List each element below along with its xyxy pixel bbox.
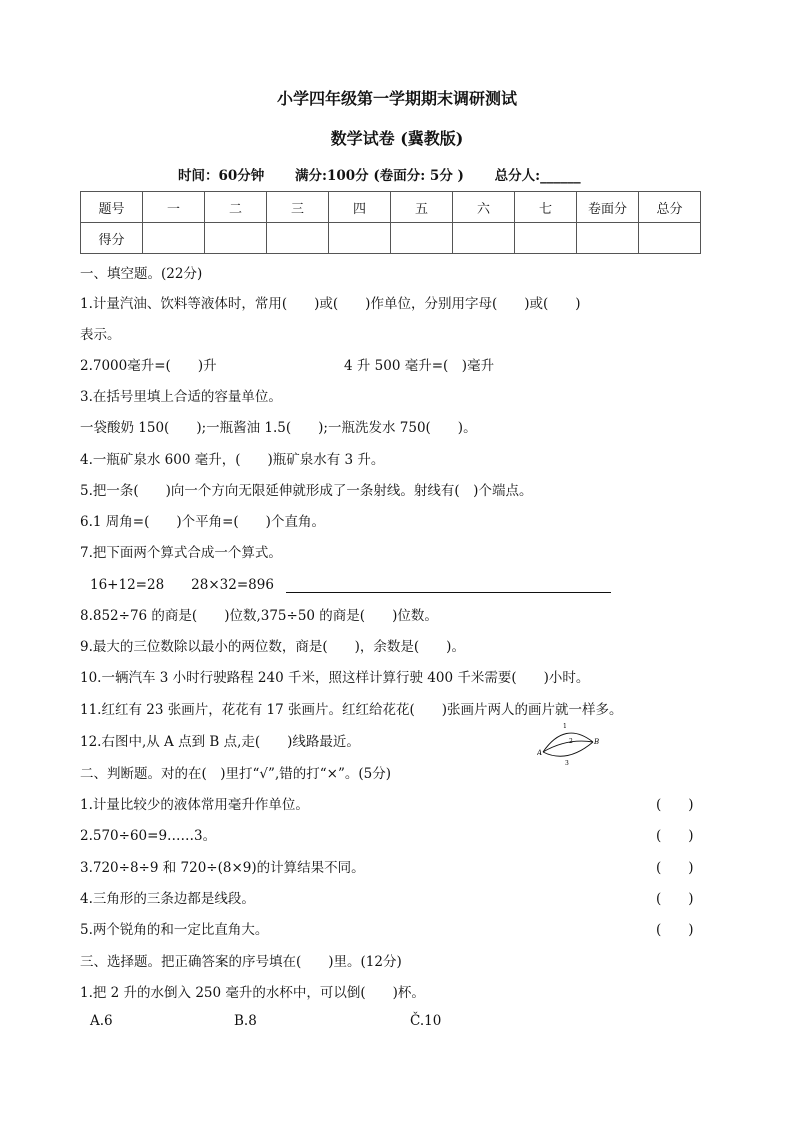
score-cell: 三 (267, 192, 329, 223)
question-2b: 4 升 500 毫升=( )毫升 (344, 358, 495, 374)
score-blank[interactable] (515, 223, 577, 254)
score-cell: 题号 (81, 192, 143, 223)
route-3 (543, 742, 593, 756)
judge-item-2: 2.570÷60=9……3。 (80, 828, 217, 844)
score-cell: 七 (515, 192, 577, 223)
score-blank[interactable] (267, 223, 329, 254)
score-blank[interactable] (577, 223, 639, 254)
question-3-items: 一袋酸奶 150( );一瓶酱油 1.5( );一瓶洗发水 750( )。 (80, 420, 477, 436)
route-diagram (537, 722, 601, 766)
question-4: 4.一瓶矿泉水 600 毫升，( )瓶矿泉水有 3 升。 (80, 452, 385, 468)
score-cell: 卷面分 (577, 192, 639, 223)
judge-item-5: 5.两个锐角的和一定比直角大。 (80, 922, 269, 938)
choice-option-b[interactable]: B.8 (234, 1013, 257, 1029)
judge-bracket-5[interactable]: ( ) (656, 922, 694, 938)
score-blank[interactable] (143, 223, 205, 254)
question-6: 6.1 周角=( )个平角=( )个直角。 (80, 514, 325, 530)
question-1: 1.计量汽油、饮料等液体时，常用( )或( )作单位，分别用字母( )或( ) (80, 296, 581, 312)
route-3-label: 3 (565, 760, 569, 766)
choice-question-1: 1.把 2 升的水倒入 250 毫升的水杯中，可以倒( )杯。 (80, 985, 425, 1001)
score-cell: 六 (453, 192, 515, 223)
question-9: 9.最大的三位数除以最小的两位数，商是( )，余数是( )。 (80, 639, 465, 655)
score-cell: 五 (391, 192, 453, 223)
score-table (80, 191, 701, 254)
exam-full-score: 满分:100分 (卷面分: 5分 ) (295, 168, 464, 184)
route-2-label: 2 (569, 738, 573, 745)
question-12: 12.右图中,从 A 点到 B 点,走( )线路最近。 (80, 734, 360, 750)
choice-option-a[interactable]: A.6 (90, 1013, 113, 1029)
judge-bracket-2[interactable]: ( ) (656, 828, 694, 844)
question-10: 10.一辆汽车 3 小时行驶路程 240 千米，照这样计算行驶 400 千米需要( )小时。 (80, 670, 590, 686)
score-blank[interactable] (205, 223, 267, 254)
point-b-label: B (594, 738, 600, 746)
score-blank[interactable] (391, 223, 453, 254)
judge-item-3: 3.720÷8÷9 和 720÷(8×9)的计算结果不同。 (80, 860, 365, 876)
question-7-formulas: 16+12=28 28×32=896 (90, 577, 274, 593)
question-3: 3.在括号里填上合适的容量单位。 (80, 389, 282, 405)
exam-title: 小学四年级第一学期期末调研测试 (276, 89, 517, 108)
score-cell: 总分 (639, 192, 701, 223)
score-table-score-row (81, 223, 701, 254)
score-blank[interactable] (329, 223, 391, 254)
score-table-header-row (81, 192, 701, 223)
answer-line[interactable] (286, 578, 611, 593)
question-8: 8.852÷76 的商是( )位数,375÷50 的商是( )位数。 (80, 608, 438, 624)
judge-bracket-4[interactable]: ( ) (656, 891, 694, 907)
choice-option-c[interactable]: Č.10 (410, 1013, 442, 1029)
score-blank[interactable] (453, 223, 515, 254)
question-11: 11.红红有 23 张画片，花花有 17 张画片。红红给花花( )张画片两人的画片就一样多。 (80, 702, 623, 718)
section-judge-heading: 二、判断题。对的在( )里打“√”,错的打“×”。(5分) (80, 766, 391, 782)
exam-meta (178, 164, 607, 184)
exam-time: 时间：60分钟 (178, 168, 265, 184)
point-a-label: A (537, 749, 543, 757)
judge-bracket-3[interactable]: ( ) (656, 860, 694, 876)
score-cell: 一 (143, 192, 205, 223)
judge-item-4: 4.三角形的三条边都是线段。 (80, 891, 255, 907)
route-1-label: 1 (563, 723, 567, 730)
section-fill-heading: 一、填空题。(22分) (80, 266, 203, 282)
exam-subtitle: 数学试卷 (冀教版) (330, 129, 464, 148)
question-2a: 2.7000毫升=( )升 (80, 358, 217, 374)
score-cell: 四 (329, 192, 391, 223)
judge-item-1: 1.计量比较少的液体常用毫升作单位。 (80, 797, 309, 813)
exam-scorer: 总分人:______ (494, 168, 581, 184)
score-row-label: 得分 (81, 223, 143, 254)
section-choice-heading: 三、选择题。把正确答案的序号填在( )里。(12分) (80, 954, 402, 970)
question-5: 5.把一条( )向一个方向无限延伸就形成了一条射线。射线有( )个端点。 (80, 483, 533, 499)
question-1-cont: 表示。 (80, 327, 121, 343)
score-cell: 二 (205, 192, 267, 223)
question-7: 7.把下面两个算式合成一个算式。 (80, 545, 282, 561)
judge-bracket-1[interactable]: ( ) (656, 797, 694, 813)
question-7-expr (90, 573, 611, 593)
score-blank[interactable] (639, 223, 701, 254)
